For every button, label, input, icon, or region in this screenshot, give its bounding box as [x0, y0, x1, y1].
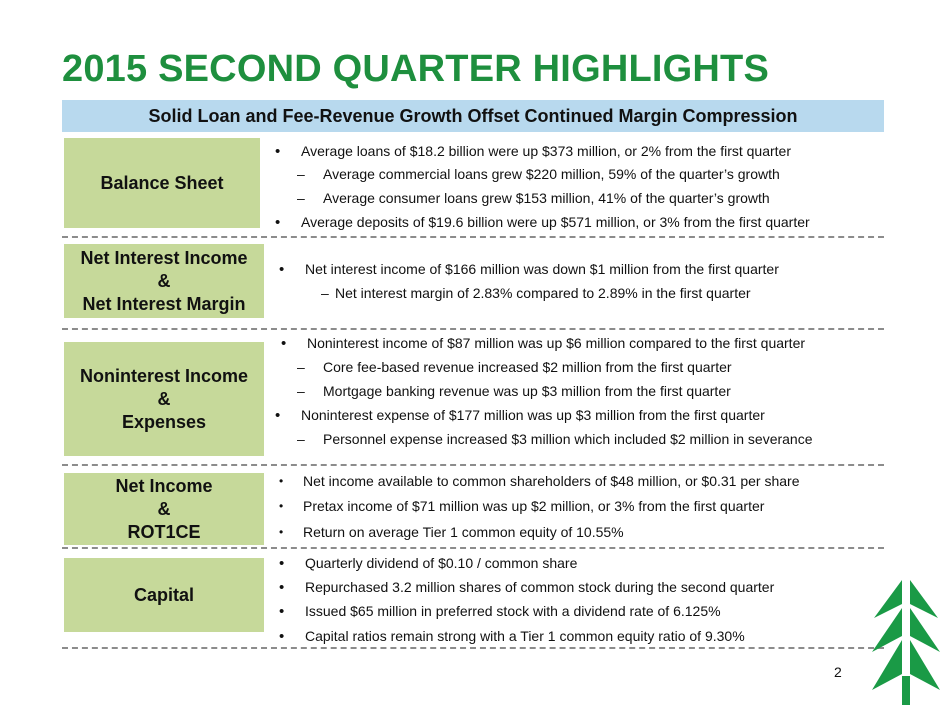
label-line: ROT1CE — [127, 521, 201, 542]
label-line: & — [157, 498, 171, 519]
bullet-item: • Quarterly dividend of $0.10 / common share — [279, 554, 578, 572]
dash-marker: – — [297, 431, 305, 447]
label-line: Net Income — [115, 475, 213, 496]
bullet-item: • Noninterest expense of $177 million was up $3 million from the first quarter — [275, 406, 765, 424]
bullet-item: • Issued $65 million in preferred stock with a dividend rate of 6.125% — [279, 602, 721, 620]
dash-marker: – — [297, 383, 305, 399]
bullet-marker: • — [279, 474, 284, 488]
sub-bullet-item: – Mortgage banking revenue was up $3 million from the first quarter — [297, 383, 731, 399]
page-title: 2015 SECOND QUARTER HIGHLIGHTS — [62, 48, 769, 90]
label-line: Net Interest Income — [80, 247, 248, 268]
dash-marker: – — [297, 166, 305, 182]
section-divider — [62, 647, 884, 649]
capital-label — [64, 558, 264, 632]
section-divider — [62, 547, 884, 549]
bullet-marker: • — [279, 602, 285, 620]
sub-bullet-item: – Average commercial loans grew $220 million, 59% of the quarter’s growth — [297, 166, 780, 182]
bullet-marker: • — [279, 554, 285, 572]
bullet-item: • Average loans of $18.2 billion were up $373 million, or 2% from the first quarter — [275, 142, 792, 160]
balance-sheet-label — [64, 138, 260, 228]
label-line: & — [157, 270, 171, 291]
bullet-item: • Repurchased 3.2 million shares of common stock during the second quarter — [279, 578, 775, 596]
bullet-item: • Capital ratios remain strong with a Tier 1 common equity ratio of 9.30% — [279, 627, 745, 645]
tree-logo-icon — [872, 580, 940, 705]
bullet-marker: • — [279, 578, 285, 596]
sub-bullet-item: – Average consumer loans grew $153 million, 41% of the quarter’s growth — [297, 190, 770, 206]
sub-bullet-item: – Core fee-based revenue increased $2 million from the first quarter — [297, 359, 732, 375]
dash-marker: – — [321, 285, 329, 301]
net-income-label — [64, 473, 264, 545]
section-divider — [62, 464, 884, 466]
label-line: Net Interest Margin — [82, 293, 246, 314]
dash-marker: – — [297, 359, 305, 375]
noninterest-label — [64, 342, 264, 456]
subtitle-banner: Solid Loan and Fee-Revenue Growth Offset Continued Margin Compression — [62, 100, 884, 132]
bullet-marker: • — [275, 142, 281, 160]
bullet-item: • Average deposits of $19.6 billion were up $571 million, or 3% from the first quarter — [275, 213, 810, 231]
balance-sheet-label-text: Balance Sheet — [100, 172, 224, 193]
bullet-item: • Return on average Tier 1 common equity of 10.55% — [279, 524, 624, 540]
label-line: & — [157, 388, 171, 409]
bullet-item: • Net interest income of $166 million was down $1 million from the first quarter — [279, 260, 779, 278]
label-line: Expenses — [121, 411, 207, 432]
bullet-marker: • — [275, 213, 281, 231]
bullet-item: • Net income available to common shareholders of $48 million, or $0.31 per share — [279, 473, 800, 489]
net-interest-label — [64, 244, 264, 318]
bullet-marker: • — [275, 406, 281, 424]
dash-marker: – — [297, 190, 305, 206]
bullet-marker: • — [279, 525, 284, 539]
bullet-marker: • — [279, 627, 285, 645]
page-number: 2 — [834, 664, 842, 680]
section-divider — [62, 236, 884, 238]
bullet-item: • Pretax income of $71 million was up $2 million, or 3% from the first quarter — [279, 498, 765, 514]
bullet-marker: • — [279, 499, 284, 513]
label-line: Noninterest Income — [79, 365, 249, 386]
capital-label-text: Capital — [133, 584, 194, 605]
section-divider — [62, 328, 884, 330]
bullet-marker: • — [279, 260, 285, 278]
sub-bullet-item: – Net interest margin of 2.83% compared to 2.89% in the first quarter — [321, 285, 751, 301]
bullet-item: • Noninterest income of $87 million was up $6 million compared to the first quarter — [281, 334, 806, 352]
bullet-marker: • — [281, 334, 287, 352]
sub-bullet-item: – Personnel expense increased $3 million which included $2 million in severance — [297, 431, 813, 447]
